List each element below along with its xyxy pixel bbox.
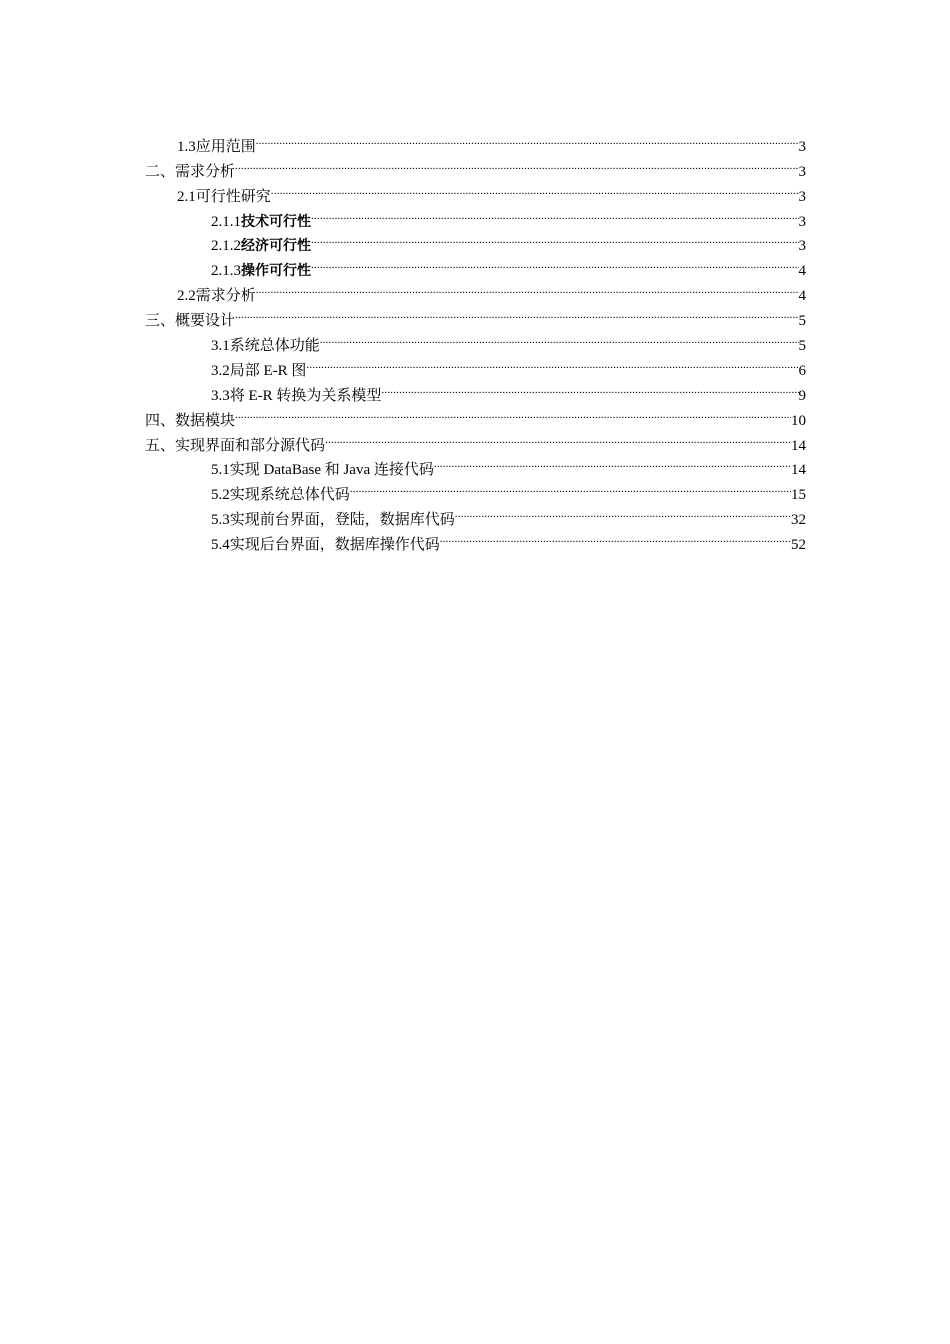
toc-entry-number: 五、 — [145, 437, 176, 454]
toc-entry-5[interactable] — [145, 425, 806, 454]
toc-entry-number: 2.1.1 — [211, 213, 241, 230]
toc-entry-title: 技术可行性 — [241, 213, 311, 230]
toc-entry-page: 15 — [791, 487, 806, 504]
toc-entry-number: 5.1 — [211, 462, 230, 479]
toc-dot-leader — [440, 524, 791, 549]
toc-dot-leader — [271, 176, 799, 201]
toc-entry-title: 数据模块 — [175, 412, 236, 429]
toc-entry-title: 系统总体功能 — [229, 338, 320, 355]
toc-entry-number: 二、 — [145, 163, 176, 180]
toc-dot-leader — [235, 300, 798, 325]
toc-entry-title: 实现 DataBase 和 Java 连接代码 — [229, 462, 434, 479]
toc-entry-title: 经济可行性 — [241, 238, 311, 255]
toc-entry-number: 5.4 — [211, 537, 230, 554]
toc-entry-page: 3 — [798, 163, 806, 180]
toc-entry-number: 5.3 — [211, 512, 230, 529]
toc-dot-leader — [256, 275, 799, 300]
toc-entry-title: 可行性研究 — [195, 188, 271, 205]
toc-entry-title: 操作可行性 — [241, 263, 311, 280]
toc-entry-page: 3 — [798, 213, 806, 230]
toc-dot-leader — [434, 450, 791, 475]
toc-entry-number: 3.1 — [211, 338, 230, 355]
toc-entry-number: 2.1 — [177, 188, 196, 205]
toc-entry-number: 2.1.2 — [211, 238, 241, 255]
toc-entry-page: 4 — [798, 263, 806, 280]
toc-entry-page: 14 — [791, 462, 806, 479]
toc-entry-page: 52 — [791, 537, 806, 554]
toc-entry-3[interactable] — [145, 300, 806, 330]
toc-dot-leader — [235, 400, 791, 425]
toc-entry-number: 5.2 — [211, 487, 230, 504]
toc-entry-page: 10 — [791, 412, 806, 429]
toc-entry-title: 需求分析 — [175, 163, 236, 180]
toc-dot-leader — [306, 350, 798, 375]
toc-entry-3-1[interactable] — [145, 325, 806, 355]
toc-dot-leader — [311, 201, 799, 226]
toc-entry-title: 实现后台界面，数据库操作代码 — [229, 537, 440, 554]
toc-dot-leader — [320, 325, 799, 350]
toc-dot-leader — [325, 425, 791, 450]
toc-entry-number: 3.3 — [211, 387, 230, 404]
toc-dot-leader — [381, 375, 798, 400]
toc-entry-title: 需求分析 — [195, 288, 256, 305]
toc-entry-page: 5 — [798, 338, 806, 355]
toc-entry-1-3[interactable] — [145, 126, 806, 155]
toc-entry-title: 实现前台界面，登陆，数据库代码 — [229, 512, 455, 529]
toc-entry-page: 3 — [798, 188, 806, 205]
toc-entry-title: 概要设计 — [175, 313, 236, 330]
toc-entry-page: 14 — [791, 437, 806, 454]
toc-entry-page: 3 — [798, 138, 806, 155]
toc-dot-leader — [311, 226, 799, 251]
toc-dot-leader — [256, 126, 799, 151]
toc-entry-number: 1.3 — [177, 138, 196, 155]
toc-entry-page: 32 — [791, 512, 806, 529]
toc-entry-2[interactable] — [145, 151, 806, 180]
toc-entry-page: 5 — [798, 313, 806, 330]
toc-entry-title: 实现系统总体代码 — [229, 487, 350, 504]
toc-entry-number: 四、 — [145, 412, 176, 429]
toc-entry-number: 2.1.3 — [211, 263, 241, 280]
toc-dot-leader — [235, 151, 798, 176]
toc-dot-leader — [311, 250, 799, 275]
toc-entry-number: 三、 — [145, 313, 176, 330]
toc-entry-title: 实现界面和部分源代码 — [175, 437, 326, 454]
toc-dot-leader — [455, 499, 791, 524]
toc-entry-number: 2.2 — [177, 288, 196, 305]
toc-entry-4[interactable] — [145, 400, 806, 429]
toc-dot-leader — [350, 474, 791, 499]
toc-entry-title: 局部 E-R 图 — [229, 362, 307, 379]
table-of-contents — [145, 126, 806, 554]
toc-entry-title: 将 E-R 转换为关系模型 — [229, 387, 382, 404]
toc-entry-page: 3 — [798, 238, 806, 255]
toc-entry-title: 应用范围 — [195, 138, 256, 155]
toc-entry-page: 6 — [798, 362, 806, 379]
toc-entry-page: 4 — [798, 288, 806, 305]
toc-entry-2-1[interactable] — [145, 176, 806, 205]
toc-entry-number: 3.2 — [211, 362, 230, 379]
toc-entry-page: 9 — [798, 387, 806, 404]
